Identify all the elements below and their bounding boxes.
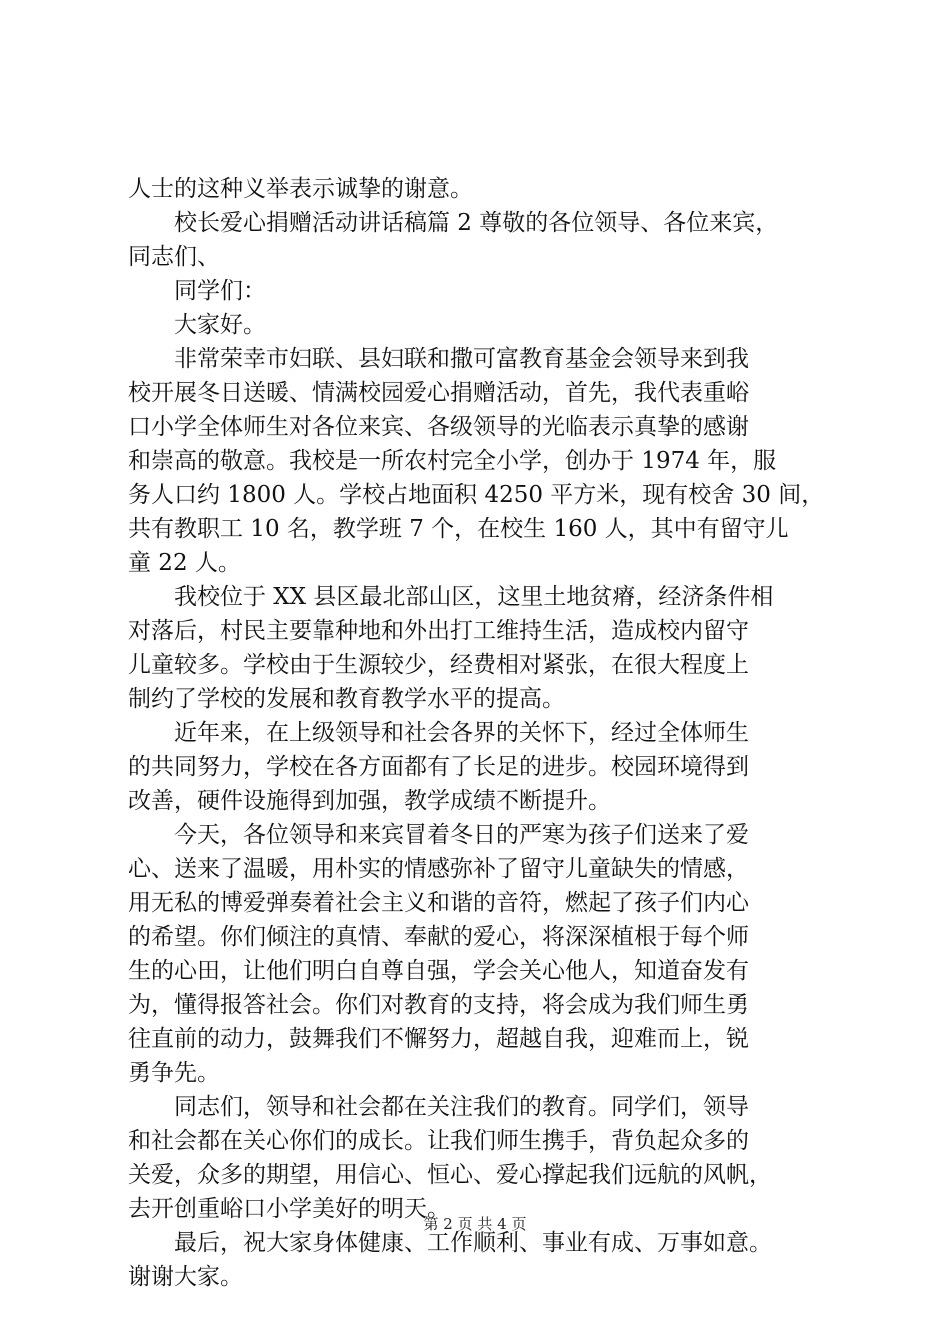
- paragraph-first-line: 我校位于 XX 县区最北部山区，这里土地贫瘠，经济条件相: [174, 584, 774, 610]
- paragraph-line: 人士的这种义举表示诚挚的谢意。: [128, 176, 473, 202]
- paragraph-line: 和社会都在关心你们的成长。让我们师生携手，背负起众多的: [128, 1128, 749, 1154]
- paragraph-first-line: 今天，各位领导和来宾冒着冬日的严寒为孩子们送来了爱: [174, 822, 749, 848]
- paragraph-line: 儿童较多。学校由于生源较少，经费相对紧张，在很大程度上: [128, 652, 749, 678]
- paragraph-first-line: 最后，祝大家身体健康、工作顺利、事业有成、万事如意。: [174, 1230, 772, 1256]
- paragraph-line: 用无私的博爱弹奏着社会主义和谐的音符，燃起了孩子们内心: [128, 890, 749, 916]
- paragraph-line: 谢谢大家。: [128, 1264, 243, 1290]
- paragraph-line: 的希望。你们倾注的真情、奉献的爱心，将深深植根于每个师: [128, 924, 749, 950]
- paragraph-line: 和崇高的敬意。我校是一所农村完全小学，创办于 1974 年，服: [128, 448, 777, 474]
- paragraph-first-line: 校长爱心捐赠活动讲话稿篇 2 尊敬的各位领导、各位来宾，: [174, 210, 779, 236]
- paragraph-line: 同志们、: [128, 244, 220, 270]
- paragraph-line: 勇争先。: [128, 1060, 220, 1086]
- paragraph-line: 往直前的动力，鼓舞我们不懈努力，超越自我，迎难而上，锐: [128, 1026, 749, 1052]
- paragraph-line: 心、送来了温暖，用朴实的情感弥补了留守儿童缺失的情感，: [128, 856, 749, 882]
- paragraph-line: 童 22 人。: [128, 550, 241, 576]
- paragraph-line: 对落后，村民主要靠种地和外出打工维持生活，造成校内留守: [128, 618, 749, 644]
- paragraph-line: 关爱，众多的期望，用信心、恒心、爱心撑起我们远航的风帆，: [128, 1162, 772, 1188]
- paragraph-line: 为，懂得报答社会。你们对教育的支持，将会成为我们师生勇: [128, 992, 749, 1018]
- paragraph-line: 制约了学校的发展和教育教学水平的提高。: [128, 686, 565, 712]
- paragraph-line: 改善，硬件设施得到加强，教学成绩不断提升。: [128, 788, 611, 814]
- page-number-footer: 第 2 页 共 4 页: [423, 1215, 527, 1233]
- paragraph-first-line: 近年来，在上级领导和社会各界的关怀下，经过全体师生: [174, 720, 749, 746]
- paragraph-line: 生的心田，让他们明白自尊自强，学会关心他人，知道奋发有: [128, 958, 749, 984]
- paragraph-line: 务人口约 1800 人。学校占地面积 4250 平方米，现有校舍 30 间，: [128, 482, 825, 508]
- paragraph-first-line: 同志们，领导和社会都在关注我们的教育。同学们，领导: [174, 1094, 749, 1120]
- paragraph-line: 的共同努力，学校在各方面都有了长足的进步。校园环境得到: [128, 754, 749, 780]
- paragraph-line: 口小学全体师生对各位来宾、各级领导的光临表示真挚的感谢: [128, 414, 749, 440]
- paragraph-line: 去开创重峪口小学美好的明天。: [128, 1196, 450, 1222]
- paragraph-first-line: 大家好。: [174, 312, 266, 338]
- document-body: [128, 172, 838, 1294]
- paragraph-line: 校开展冬日送暖、情满校园爱心捐赠活动，首先，我代表重峪: [128, 380, 749, 406]
- paragraph-first-line: 非常荣幸市妇联、县妇联和撒可富教育基金会领导来到我: [174, 346, 749, 372]
- paragraph-first-line: 同学们：: [174, 278, 266, 304]
- paragraph-line: 共有教职工 10 名，教学班 7 个，在校生 160 人，其中有留守儿: [128, 516, 789, 542]
